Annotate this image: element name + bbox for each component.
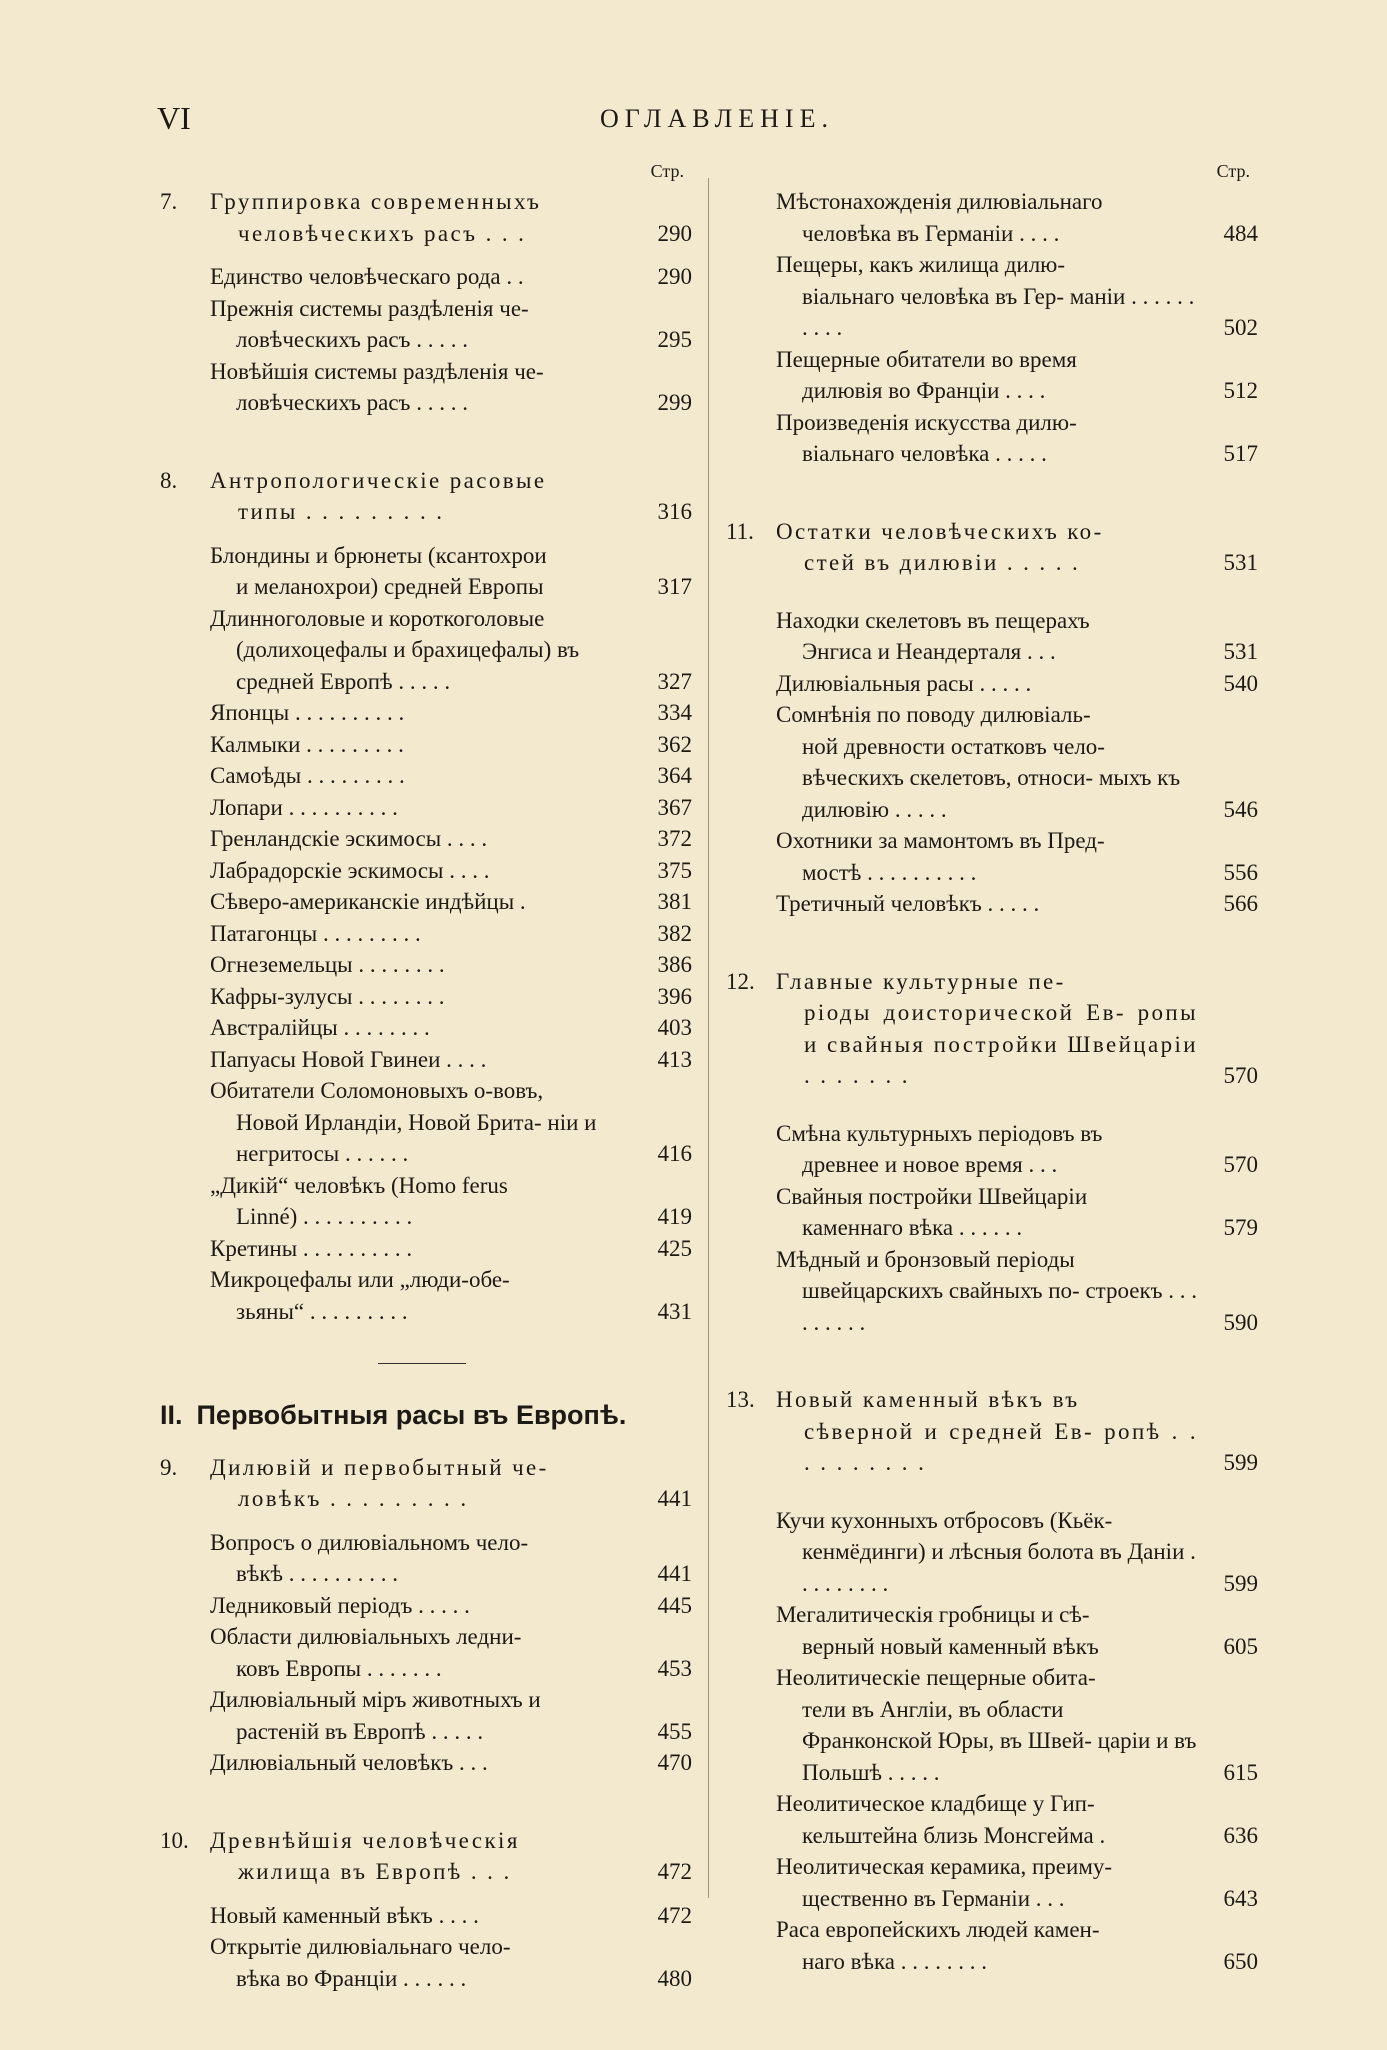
entry-title-continuation: растеній въ Европѣ . . . . . <box>236 1718 484 1744</box>
page-number: 334 <box>657 700 692 725</box>
page-number: 290 <box>657 220 692 246</box>
toc-entry <box>726 249 1258 344</box>
entry-title-continuation: ловѣкъ . . . . . . . . . <box>238 1486 469 1511</box>
toc-entry <box>160 1621 692 1684</box>
page-number: 615 <box>1223 1759 1258 1785</box>
right-column <box>726 160 1258 1977</box>
entry-title-continuation: кельштейна близь Монсгейма . <box>802 1822 1106 1848</box>
entry-title <box>776 1788 1198 1851</box>
entry-title-line: Свайныя постройки Швейцаріи <box>776 1183 1088 1209</box>
page-number: 643 <box>1223 1885 1258 1911</box>
toc-entry <box>726 407 1258 470</box>
toc-entry <box>160 1012 692 1044</box>
page-number: 455 <box>657 1718 692 1744</box>
entry-title <box>776 186 1198 249</box>
entry-title-line: Папуасы Новой Гвинеи . . . . <box>210 1046 487 1072</box>
entry-title <box>210 1747 632 1779</box>
entry-title-line: Произведенія искусства дилю- <box>776 409 1077 435</box>
entry-title-line: Дилювіальный человѣкъ . . . <box>210 1750 488 1775</box>
entry-title <box>776 1505 1198 1600</box>
entry-title-line: Антропологическіе расовые <box>210 467 547 493</box>
page-number: 396 <box>657 983 692 1009</box>
entry-title-continuation: сѣверной и средней Ев- ропѣ . . . . . . . . . . <box>804 1418 1198 1475</box>
page-number: 570 <box>1223 1152 1258 1177</box>
entry-title <box>776 1181 1198 1244</box>
entry-title-continuation: швейцарскихъ свайныхъ по- строекъ . . . . . . . . . <box>802 1278 1198 1335</box>
entry-title-line: Третичный человѣкъ . . . . . <box>776 891 1040 916</box>
entry-title-line: Вопросъ о дилювіальномъ чело- <box>210 1529 529 1555</box>
page-number: 364 <box>657 763 692 788</box>
page-number: 367 <box>657 794 692 820</box>
entry-title-continuation: ріоды доисторической Ев- ропы и свайныя постройки Швейцаріи . . . . . . . <box>804 1000 1198 1088</box>
toc-entry <box>726 186 1258 249</box>
toc-entry <box>726 1505 1258 1600</box>
toc-entry <box>726 344 1258 407</box>
page-number: 416 <box>657 1141 692 1166</box>
entry-title-continuation: віальнаго человѣка . . . . . <box>802 441 1047 466</box>
entry-title <box>210 1012 632 1044</box>
page-number: 441 <box>657 1486 692 1511</box>
page-number: 425 <box>657 1235 692 1261</box>
toc-entry <box>160 1931 692 1994</box>
toc-entry <box>160 697 692 729</box>
page-number: 531 <box>1223 639 1258 664</box>
entry-title <box>210 186 632 249</box>
entry-title <box>210 918 632 950</box>
chapter-number: 11. <box>726 518 754 544</box>
toc-entry <box>726 888 1258 920</box>
chapter-row <box>726 966 1258 1092</box>
page-number: 556 <box>1223 859 1258 885</box>
entry-title-continuation: ковъ Европы . . . . . . . <box>236 1655 442 1681</box>
entry-title-continuation: Энгиса и Неандерталя . . . <box>802 639 1056 664</box>
entry-title <box>210 1825 632 1888</box>
entry-title-line: Мѣстонахожденія дилювіальнаго <box>776 189 1103 214</box>
toc-entry <box>726 605 1258 668</box>
toc-entry <box>160 540 692 603</box>
entry-title-continuation: віальнаго человѣка въ Гер- маніи . . . . . . . . . . <box>802 283 1195 340</box>
page-number: 636 <box>1223 1822 1258 1848</box>
entry-title-line: Остатки человѣческихъ ко- <box>776 518 1104 544</box>
entry-title-line: Лопари . . . . . . . . . . <box>210 794 398 820</box>
entry-title <box>210 949 632 981</box>
entry-title-continuation: кенмёдинги) и лѣсныя болота въ Даніи . . . . . . . . . <box>802 1539 1196 1596</box>
page-number: 441 <box>657 1561 692 1586</box>
toc-entry <box>726 699 1258 825</box>
toc-entry <box>160 855 692 887</box>
entry-title <box>776 888 1198 920</box>
entry-title-line: Дилювій и первобытный че- <box>210 1454 549 1480</box>
entry-title-line: „Дикій“ человѣкъ (Homo ferus <box>210 1172 508 1198</box>
entry-title <box>210 729 632 761</box>
page-number: 299 <box>657 390 692 415</box>
entry-title-line: Пещеры, какъ жилища дилю- <box>776 252 1066 277</box>
entry-title-continuation: ловѣческихъ расъ . . . . . <box>236 327 468 352</box>
page-number: 502 <box>1223 315 1258 340</box>
entry-title <box>776 1914 1198 1977</box>
toc-entry <box>160 1075 692 1170</box>
toc-entry <box>160 918 692 950</box>
entry-title <box>210 823 632 855</box>
entry-title-line: Неолитическіе пещерные обита- <box>776 1665 1096 1690</box>
entry-title <box>210 1044 632 1076</box>
entry-title-line: Дилювіальный міръ животныхъ и <box>210 1687 541 1712</box>
entry-title-line: Охотники за мамонтомъ въ Пред- <box>776 828 1105 853</box>
page-number-roman: VI <box>157 100 191 136</box>
toc-entry <box>160 261 692 293</box>
toc-entry <box>160 1900 692 1932</box>
entry-title-line: Кретины . . . . . . . . . . <box>210 1235 413 1261</box>
section-divider-rule <box>378 1363 466 1364</box>
entry-title-line: Неолитическая керамика, преиму- <box>776 1854 1113 1879</box>
entry-title-continuation: каменнаго вѣка . . . . . . <box>802 1215 1023 1240</box>
left-column <box>160 160 692 1994</box>
toc-entry <box>726 1662 1258 1788</box>
chapter-number: 8. <box>160 467 178 493</box>
entry-title <box>776 1244 1198 1339</box>
chapter-number: 13. <box>726 1387 755 1412</box>
toc-entry <box>726 1118 1258 1181</box>
entry-title <box>210 1684 632 1747</box>
entry-title-continuation: ной древности остатковъ чело- вѣческихъ скелетовъ, относи- мыхъ къ дилювію . . . . . <box>802 733 1181 822</box>
entry-title-continuation: Новой Ирландіи, Новой Брита- нiи и негритосы . . . . . . <box>236 1109 597 1166</box>
entry-title-line: Открытіе дилювіальнаго чело- <box>210 1934 511 1959</box>
entry-title-continuation: зьяны“ . . . . . . . . . <box>236 1298 408 1324</box>
column-divider <box>708 178 709 1898</box>
entry-title-continuation: жилища въ Европѣ . . . <box>238 1859 512 1884</box>
section-title: Первобытныя расы въ Европѣ. <box>196 1400 627 1430</box>
entry-title <box>210 356 632 419</box>
toc-entry <box>726 1851 1258 1914</box>
entry-title-line: Новый каменный вѣкъ . . . . <box>210 1902 479 1928</box>
toc-entry <box>160 729 692 761</box>
toc-entry <box>160 1233 692 1265</box>
entry-title-continuation: человѣческихъ расъ . . . <box>238 220 527 246</box>
toc-entry <box>160 1747 692 1779</box>
page-number: 413 <box>657 1046 692 1072</box>
entry-title-line: Дилювіальныя расы . . . . . <box>776 670 1032 696</box>
running-title: ОГЛАВЛЕНІЕ. <box>600 104 834 133</box>
entry-title-continuation: мостѣ . . . . . . . . . . <box>802 859 977 885</box>
page-number: 472 <box>657 1902 692 1928</box>
page-number: 375 <box>657 857 692 883</box>
entry-title-line: Австралійцы . . . . . . . . <box>210 1015 430 1040</box>
page-number: 531 <box>1223 550 1258 575</box>
entry-title <box>776 516 1198 579</box>
entry-title-continuation: стей въ дилювіи . . . . . <box>804 550 1081 575</box>
entry-title-line: Мегалитическія гробницы и сѣ- <box>776 1602 1090 1627</box>
entry-title <box>210 1527 632 1590</box>
entry-title <box>210 855 632 887</box>
page-number: 431 <box>657 1298 692 1324</box>
toc-entry <box>726 1181 1258 1244</box>
entry-title-line: Длинноголовые и короткоголовые <box>210 605 545 631</box>
entry-title <box>210 540 632 603</box>
entry-title <box>210 1452 632 1515</box>
toc-entry <box>726 1244 1258 1339</box>
entry-title-line: Ледниковый періодъ . . . . . <box>210 1592 470 1618</box>
entry-title <box>776 605 1198 668</box>
entry-title-continuation: типы . . . . . . . . . <box>238 499 445 524</box>
entry-title <box>210 697 632 729</box>
entry-title-line: Смѣна культурныхъ періодовъ въ <box>776 1120 1103 1146</box>
entry-title <box>776 699 1198 825</box>
entry-title-line: Группировка современныхъ <box>210 189 542 214</box>
toc-entry <box>726 825 1258 888</box>
toc-entry <box>160 1044 692 1076</box>
toc-entry <box>160 293 692 356</box>
entry-title <box>210 1170 632 1233</box>
page-number: 650 <box>1223 1948 1258 1974</box>
entry-title <box>210 1264 632 1327</box>
page-number: 316 <box>657 499 692 524</box>
page-number: 472 <box>657 1859 692 1884</box>
toc-entry <box>160 356 692 419</box>
toc-entry <box>160 981 692 1013</box>
entry-title <box>776 825 1198 888</box>
page-number: 540 <box>1223 670 1258 696</box>
entry-title-continuation: человѣка въ Германіи . . . . <box>802 220 1060 246</box>
toc-entry <box>160 1590 692 1622</box>
toc-entry <box>160 886 692 918</box>
page-number: 590 <box>1223 1309 1258 1335</box>
toc-entry <box>160 603 692 698</box>
toc-entry <box>160 1170 692 1233</box>
chapter-row <box>160 1825 692 1888</box>
entry-title-continuation: вѣкѣ . . . . . . . . . . <box>236 1561 399 1586</box>
entry-title <box>210 261 632 293</box>
entry-title-line: Прежнія системы раздѣленія че- <box>210 295 529 321</box>
entry-title-continuation: наго вѣка . . . . . . . . <box>802 1948 988 1974</box>
page-number: 290 <box>657 264 692 289</box>
toc-entry <box>160 1527 692 1590</box>
page-column-label: Стр. <box>1216 161 1250 181</box>
toc-entry <box>160 1264 692 1327</box>
entry-title-line: Гренландскіе эскимосы . . . . <box>210 826 488 851</box>
entry-title-continuation: щественно въ Германіи . . . <box>802 1885 1065 1911</box>
page-number: 295 <box>657 327 692 352</box>
section-number: II. <box>160 1400 183 1430</box>
page-number: 445 <box>657 1592 692 1618</box>
entry-title-line: Блондины и брюнеты (ксантохрои <box>210 542 547 568</box>
page-number: 470 <box>657 1750 692 1775</box>
page-number: 317 <box>657 574 692 599</box>
chapter-number: 9. <box>160 1454 178 1480</box>
entry-title <box>776 966 1198 1092</box>
entry-title-continuation: тели въ Англіи, въ области Франконской Юры, въ Швей- царіи и въ Польшѣ . . . . . <box>802 1696 1197 1785</box>
toc-entry <box>726 1914 1258 1977</box>
page-number: 327 <box>657 668 692 694</box>
entry-title <box>776 1662 1198 1788</box>
entry-title <box>776 1851 1198 1914</box>
entry-title <box>776 1599 1198 1662</box>
entry-title-line: Огнеземельцы . . . . . . . . <box>210 952 445 977</box>
entry-title-line: Микроцефалы или „люди-обе- <box>210 1267 510 1292</box>
entry-title <box>776 1118 1198 1181</box>
page-number: 579 <box>1223 1215 1258 1240</box>
page-number: 386 <box>657 952 692 977</box>
entry-title <box>210 603 632 698</box>
page-number: 453 <box>657 1655 692 1681</box>
entry-title-line: Обитатели Соломоновыхъ о-вовъ, <box>210 1078 544 1103</box>
toc-entry <box>160 823 692 855</box>
page-number: 480 <box>657 1965 692 1991</box>
entry-title <box>210 1931 632 1994</box>
entry-title <box>210 1621 632 1684</box>
entry-title-continuation: Linné) . . . . . . . . . . <box>236 1204 413 1229</box>
toc-entry <box>160 1684 692 1747</box>
toc-entry <box>726 1599 1258 1662</box>
entry-title-continuation: и меланохрои) средней Европы <box>236 574 544 599</box>
entry-title-continuation: вѣка во Франціи . . . . . . <box>236 1965 467 1991</box>
entry-title-line: Главные культурные пе- <box>776 968 1066 994</box>
entry-title <box>210 792 632 824</box>
chapter-number: 10. <box>160 1827 189 1853</box>
entry-title-line: Кафры-зулусы . . . . . . . . <box>210 983 445 1009</box>
entry-title <box>776 344 1198 407</box>
chapter-row <box>160 465 692 528</box>
page-number: 570 <box>1223 1063 1258 1088</box>
entry-title-line: Пещерные обитатели во время <box>776 346 1077 372</box>
entry-title <box>210 293 632 356</box>
chapter-row <box>726 516 1258 579</box>
entry-title-line: Лабрадорскіе эскимосы . . . . <box>210 857 490 883</box>
toc-entry <box>160 792 692 824</box>
toc-entry <box>726 1788 1258 1851</box>
entry-title <box>210 1900 632 1932</box>
entry-title <box>210 465 632 528</box>
entry-title <box>210 760 632 792</box>
entry-title-line: Японцы . . . . . . . . . . <box>210 700 405 725</box>
entry-title-continuation: верный новый каменный вѣкъ <box>802 1633 1099 1659</box>
entry-title-line: Сомнѣнія по поводу дилювіаль- <box>776 702 1091 727</box>
page-number: 362 <box>657 731 692 757</box>
entry-title-line: Неолитическое кладбище у Гип- <box>776 1791 1095 1816</box>
toc-entry <box>160 186 692 249</box>
entry-title-line: Патагонцы . . . . . . . . . <box>210 920 421 946</box>
page-number: 546 <box>1223 796 1258 822</box>
entry-title-line: Новый каменный вѣкъ въ <box>776 1387 1080 1412</box>
entry-title-line: Области дилювіальныхъ ледни- <box>210 1624 522 1649</box>
section-heading <box>160 1400 692 1432</box>
page-number: 381 <box>657 889 692 914</box>
chapter-number: 7. <box>160 189 178 214</box>
entry-title-line: Новѣйшія системы раздѣленія че- <box>210 358 544 384</box>
entry-title-line: Древнѣйшія человѣческія <box>210 1827 520 1853</box>
chapter-row <box>726 1384 1258 1479</box>
entry-title-line: Единство человѣческаго рода . . <box>210 264 524 289</box>
entry-title-line: Раса европейскихъ людей камен- <box>776 1917 1100 1942</box>
page-number: 605 <box>1223 1633 1258 1659</box>
entry-title <box>776 668 1198 700</box>
entry-title-continuation: (долихоцефалы и брахицефалы) въ средней Европѣ . . . . . <box>236 637 580 694</box>
page-column-label: Стр. <box>650 161 684 181</box>
page-number: 599 <box>1223 1450 1258 1475</box>
page-number: 517 <box>1223 441 1258 466</box>
entry-title-line: Самоѣды . . . . . . . . . <box>210 763 405 788</box>
chapter-number: 12. <box>726 968 755 994</box>
chapter-row <box>160 1452 692 1515</box>
page-number: 403 <box>657 1015 692 1040</box>
toc-entry <box>160 760 692 792</box>
entry-title <box>210 886 632 918</box>
toc-entry <box>726 668 1258 700</box>
page-number: 419 <box>657 1204 692 1229</box>
page-number: 512 <box>1223 378 1258 403</box>
page-number: 566 <box>1223 891 1258 916</box>
entry-title-continuation: дилювія во Франціи . . . . <box>802 378 1046 403</box>
entry-title-line: Мѣдный и бронзовый періоды <box>776 1246 1075 1272</box>
entry-title <box>776 249 1198 344</box>
page-number: 382 <box>657 920 692 946</box>
entry-title <box>210 981 632 1013</box>
toc-entry <box>160 949 692 981</box>
entry-title-line: Калмыки . . . . . . . . . <box>210 731 404 757</box>
entry-title <box>210 1590 632 1622</box>
entry-title-line: Находки скелетовъ въ пещерахъ <box>776 607 1090 633</box>
entry-title <box>210 1233 632 1265</box>
entry-title-continuation: ловѣческихъ расъ . . . . . <box>236 390 468 415</box>
entry-title <box>776 407 1198 470</box>
entry-title-line: Кучи кухонныхъ отбросовъ (Кьёк- <box>776 1507 1113 1533</box>
page-number: 599 <box>1223 1570 1258 1596</box>
entry-title <box>210 1075 632 1170</box>
entry-title-continuation: древнее и новое время . . . <box>802 1152 1058 1177</box>
page-number: 372 <box>657 826 692 851</box>
page-number: 484 <box>1223 220 1258 246</box>
entry-title-line: Сѣверо-американскіе индѣйцы . <box>210 889 526 914</box>
entry-title <box>776 1384 1198 1479</box>
